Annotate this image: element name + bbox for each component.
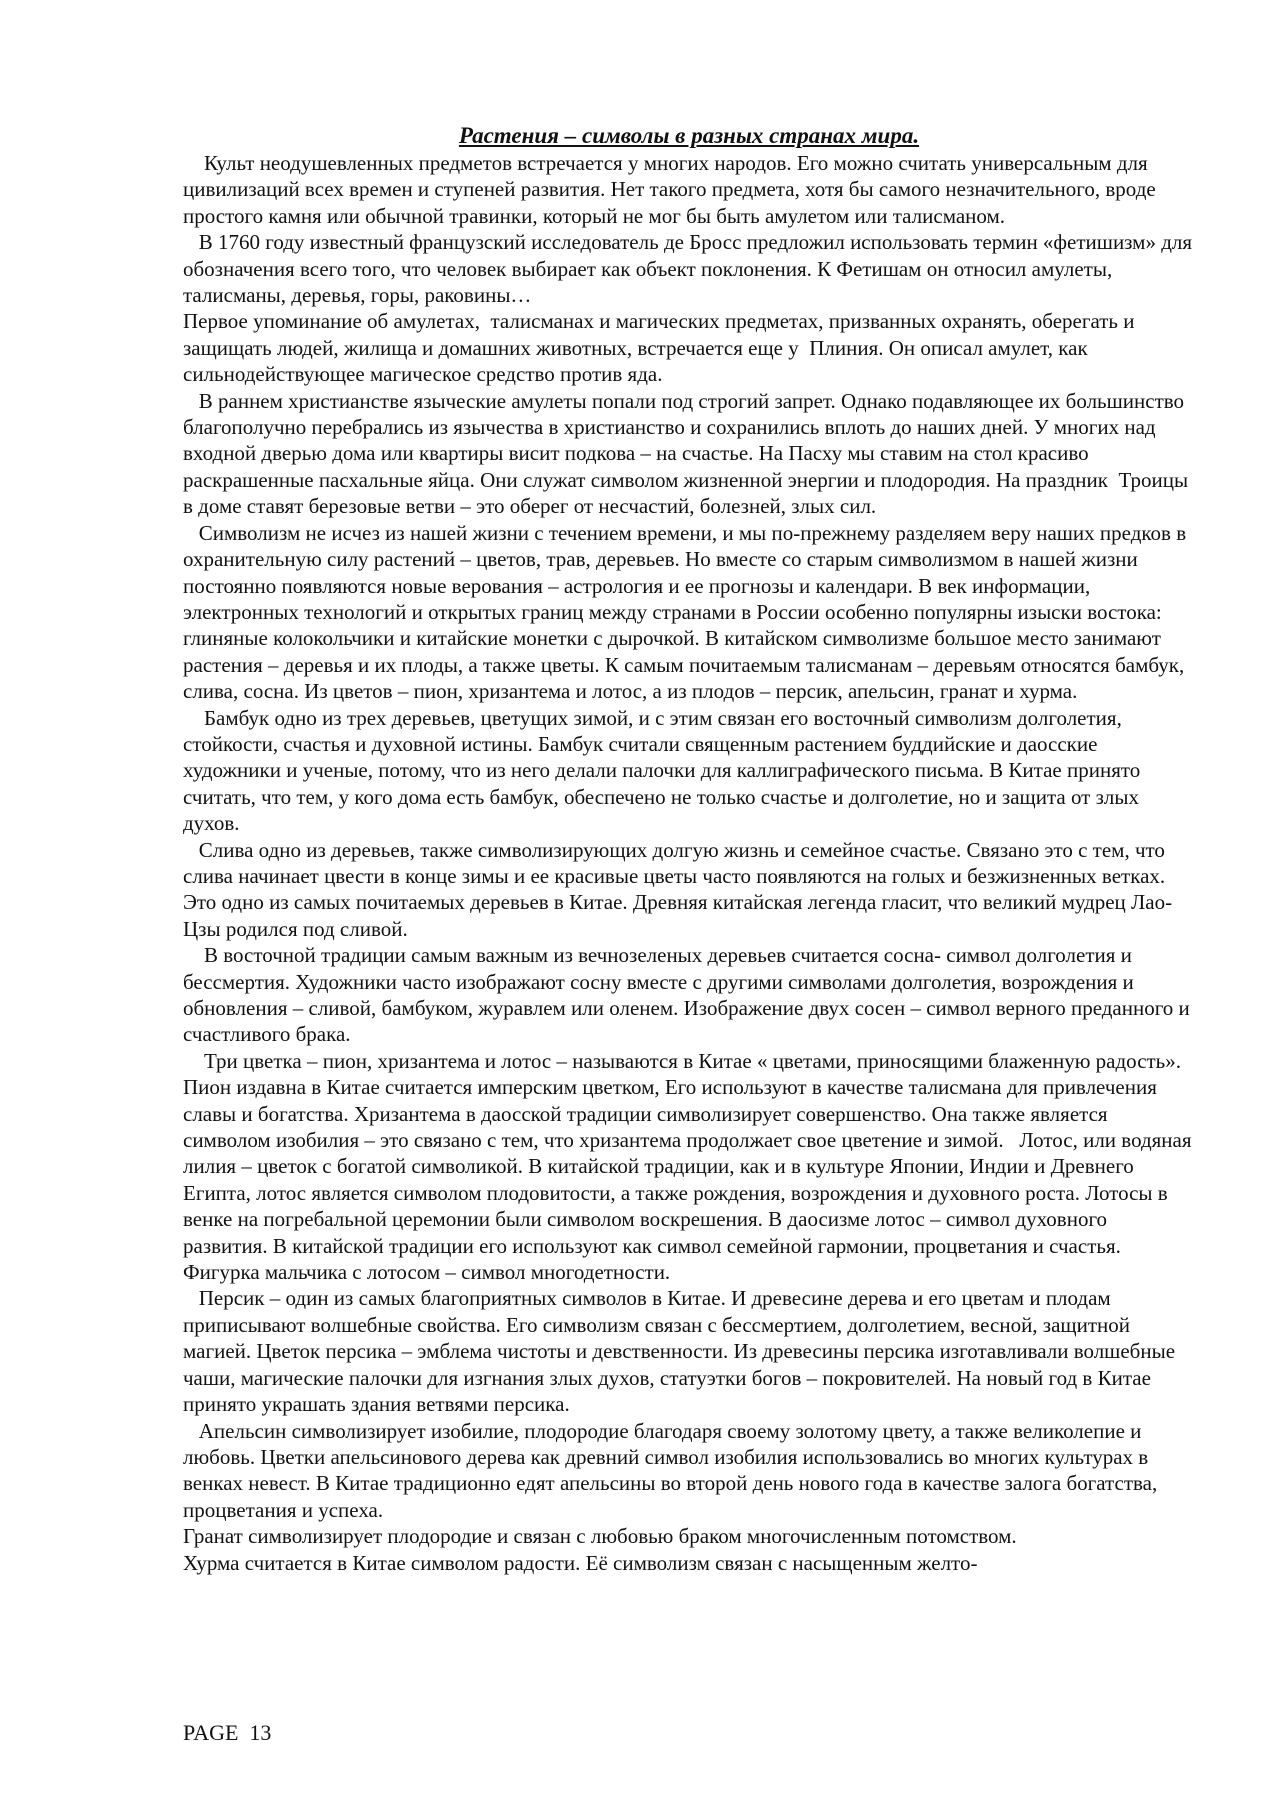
paragraph-pliny: Первое упоминание об амулетах, талисманах и магических предметах, призванных охранять, оберегать и защищать людей, жилища и домашних животных, встречается еще у Плиния. Он описал амулет, как сильнодействующее магическое средство против яда. — [183, 309, 1140, 387]
paragraph-pomegranate: Гранат символизирует плодородие и связан с любовью браком многочисленным потомством. — [183, 1524, 1017, 1549]
document-body — [183, 122, 1198, 1576]
paragraph-christianity: В раннем христианстве языческие амулеты попали под строгий запрет. Однако подавляющее их большинство благополучно перебрались из язычества в христианство и сохранились вплоть до наших дней. У многих над входной дверью дома или квартиры висит подкова – на счастье. На Пасху мы ставим на стол красиво раскрашенные пасхальные яйца. Они служат символом жизненной энергии и плодородия. На праздник Троицы в доме ставят березовые ветви – это оберег от несчастий, болезней, злых сил. — [183, 388, 1194, 519]
paragraph-fetishism: В 1760 году известный французский исследователь де Бросс предложил использовать термин «фетишизм» для обозначения всего того, что человек выбирает как объект поклонения. К Фетишам он относил амулеты, талисманы, деревья, горы, раковины… — [183, 230, 1198, 308]
paragraph-flowers: Три цветка – пион, хризантема и лотос – называются в Китае « цветами, приносящими блаженную радость». Пион издавна в Китае считается имперским цветком, Его используют в качестве талисмана для привлечения славы и богатства. Хризантема в даосской традиции символизирует совершенство. Она также является символом изобилия – это связано с тем, что хризантема продолжает свое цветение и зимой. Лотос, или водяная лилия – цветок с богатой символикой. В китайской традиции, как и в культуре Японии, Индии и Древнего Египта, лотос является символом плодовитости, а также рождения, возрождения и духовного роста. Лотосы в венке на погребальной церемонии были символом воскрешения. В даосизме лотос – символ духовного развития. В китайской традиции его используют как символ семейной гармонии, процветания и счастья. Фигурка мальчика с лотосом – символ многодетности. — [183, 1048, 1197, 1285]
paragraph-pine: В восточной традиции самым важным из вечнозеленых деревьев считается сосна- символ долголетия и бессмертия. Художники часто изображают сосну вместе с другими символами долголетия, возрождения и обновления – сливой, бамбуком, журавлем или оленем. Изображение двух сосен – символ верного преданного и счастливого брака. — [183, 943, 1196, 1047]
paragraph-plum: Слива одно из деревьев, также символизирующих долгую жизнь и семейное счастье. Связано это с тем, что слива начинает цвести в конце зимы и ее красивые цветы часто появляются на голых и безжизненных ветках. Это одно из самых почитаемых деревьев в Китае. Древняя китайская легенда гласит, что великий мудрец Лао-Цзы родился под сливой. — [183, 837, 1173, 941]
page-number-footer: PAGE 13 — [183, 1720, 272, 1745]
paragraph-bamboo: Бамбук одно из трех деревьев, цветущих зимой, и с этим связан его восточный символизм долголетия, стойкости, счастья и духовной истины. Бамбук считали священным растением буддийские и даосские художники и ученые, потому, что из него делали палочки для каллиграфического письма. В Китае принято считать, что тем, у кого дома есть бамбук, обеспечено не только счастье и долголетие, но и защита от злых духов. — [183, 705, 1146, 836]
paragraph-peach: Персик – один из самых благоприятных символов в Китае. И древесине дерева и его цветам и плодам приписывают волшебные свойства. Его символизм связан с бессмертием, долголетием, весной, защитной магией. Цветок персика – эмблема чистоты и девственности. Из древесины персика изготавливали волшебные чаши, магические палочки для изгнания злых духов, статуэтки богов – покровителей. На новый год в Китае принято украшать здания ветвями персика. — [183, 1286, 1181, 1417]
paragraph-cult: Культ неодушевленных предметов встречается у многих народов. Его можно считать универсальным для цивилизаций всех времен и ступеней развития. Нет такого предмета, хотя бы самого незначительного, вроде простого камня или обычной травинки, который не мог бы быть амулетом или талисманом. — [183, 151, 1161, 228]
page-title: Растения – символы в разных странах мира. — [458, 123, 920, 148]
paragraph-orange: Апельсин символизирует изобилие, плодородие благодаря своему золотому цвету, а также великолепие и любовь. Цветки апельсинового дерева как древний символ изобилия использовались во многих культурах в венках невест. В Китае традиционно едят апельсины во второй день нового года в качестве залога богатства, процветания и успеха. — [183, 1418, 1163, 1522]
paragraph-symbolism: Символизм не исчез из нашей жизни с течением времени, и мы по-прежнему разделяем веру наших предков в охранительную силу растений – цветов, трав, деревьев. Но вместе со старым символизмом в нашей жизни постоянно появляются новые верования – астрология и ее прогнозы и календари. В век информации, электронных технологий и открытых границ между странами в России особенно популярны изыски востока: глиняные колокольчики и китайские монетки с дырочкой. В китайском символизме большое место занимают растения – деревья и их плоды, а также цветы. К самым почитаемым талисманам – деревьям относятся бамбук, слива, сосна. Из цветов – пион, хризантема и лотос, а из плодов – персик, апельсин, гранат и хурма. — [183, 520, 1192, 704]
paragraph-persimmon: Хурма считается в Китае символом радости. Её символизм связан с насыщенным желто- — [183, 1550, 978, 1575]
